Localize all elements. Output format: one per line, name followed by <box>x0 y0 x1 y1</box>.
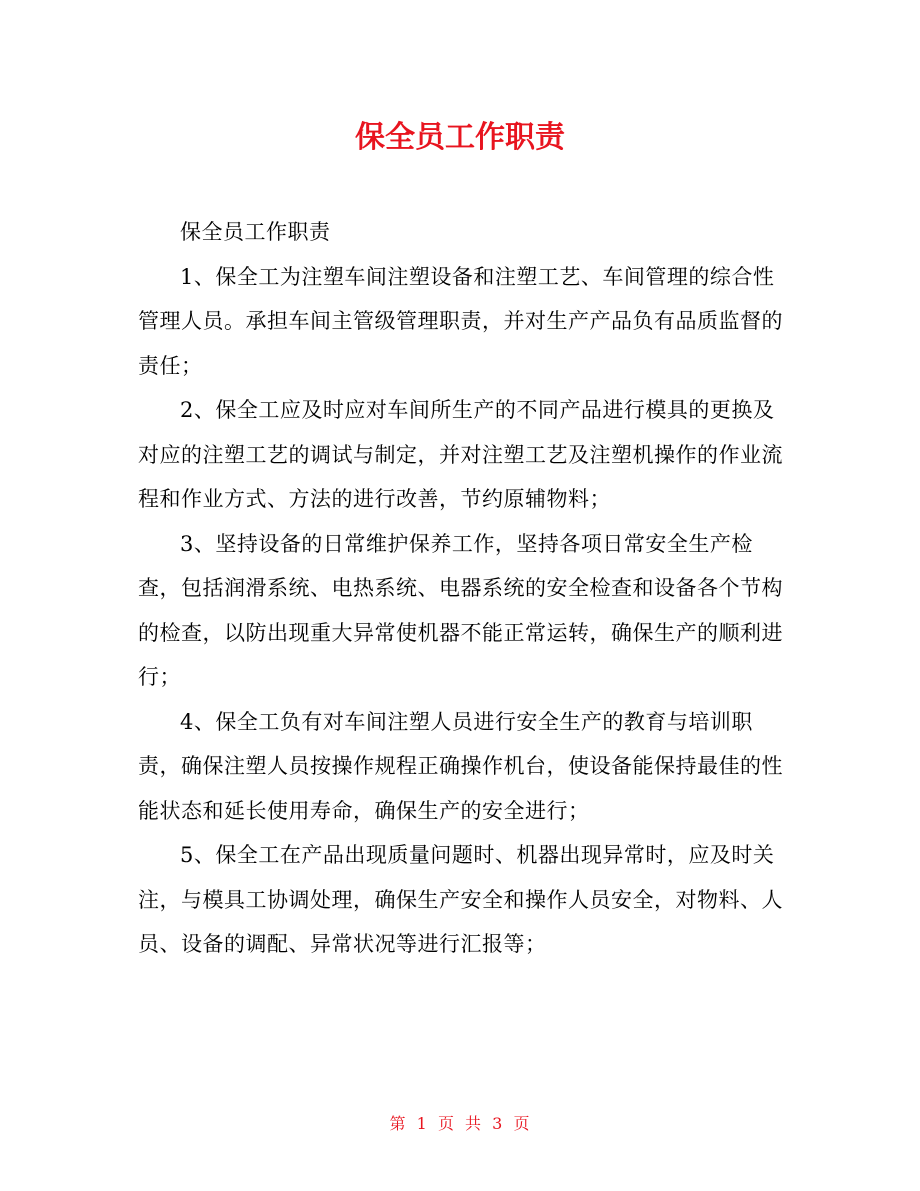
footer-current-page: 1 <box>416 1114 428 1133</box>
footer-total-pages: 3 <box>492 1114 504 1133</box>
page-title: 保全员工作职责 <box>355 120 565 155</box>
footer-total-prefix: 共 <box>465 1114 483 1133</box>
document-body <box>138 210 786 967</box>
paragraph-3: 3、坚持设备的日常维护保养工作，坚持各项日常安全生产检查，包括润滑系统、电热系统、电器系统的安全检查和设备各个节构的检查，以防出现重大异常使机器不能正常运转，确保生产的顺利进行； <box>138 531 783 689</box>
paragraph-5: 5、保全工在产品出现质量问题时、机器出现异常时，应及时关注，与模具工协调处理，确保生产安全和操作人员安全，对物料、人员、设备的调配、异常状况等进行汇报等； <box>138 843 783 956</box>
paragraph-4: 4、保全工负有对车间注塑人员进行安全生产的教育与培训职责，确保注塑人员按操作规程正确操作机台，使设备能保持最佳的性能状态和延长使用寿命，确保生产的安全进行； <box>138 709 783 823</box>
footer-prefix: 第 <box>389 1114 407 1133</box>
page-footer <box>0 1112 920 1136</box>
footer-total-unit: 页 <box>513 1114 531 1133</box>
paragraph-2: 2、保全工应及时应对车间所生产的不同产品进行模具的更换及对应的注塑工艺的调试与制定，并对注塑工艺及注塑机操作的作业流程和作业方式、方法的进行改善，节约原辅物料； <box>138 398 783 511</box>
paragraph-1: 1、保全工为注塑车间注塑设备和注塑工艺、车间管理的综合性管理人员。承担车间主管级管理职责，并对生产产品负有品质监督的责任； <box>138 264 783 378</box>
footer-page-unit: 页 <box>437 1114 455 1133</box>
paragraph-heading: 保全员工作职责 <box>180 220 331 244</box>
